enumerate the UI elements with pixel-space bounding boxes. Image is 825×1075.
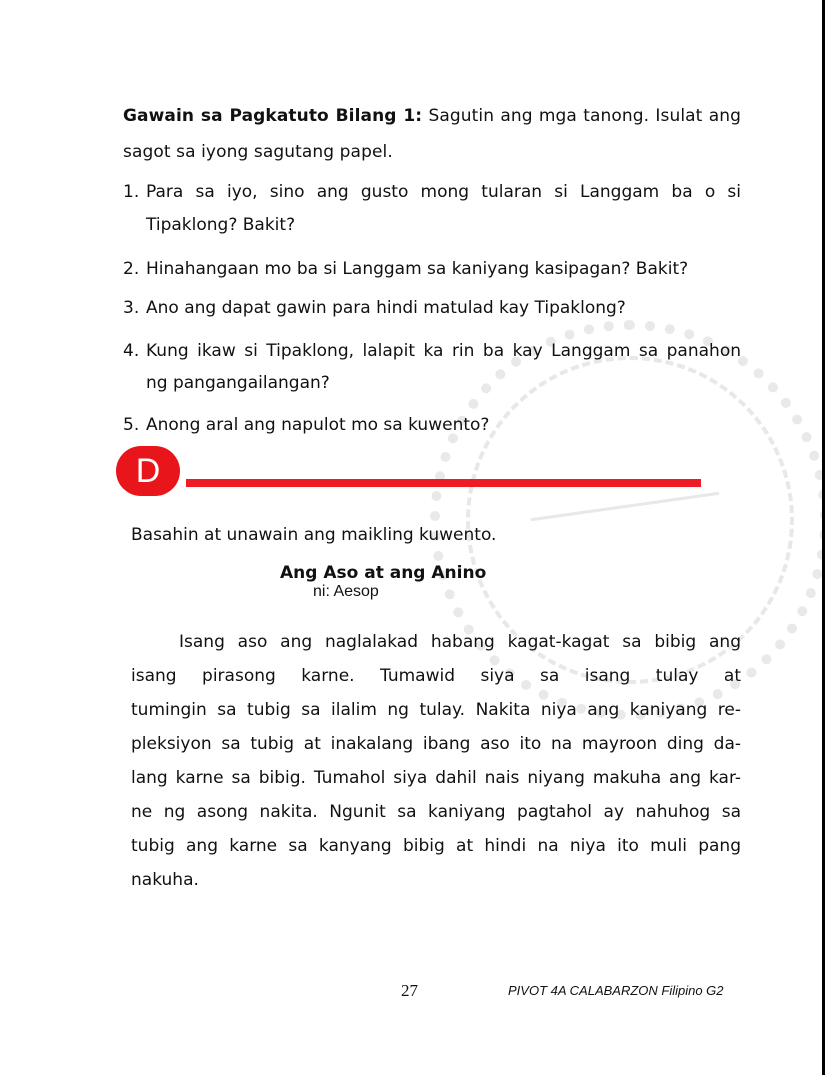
question-text: Kung ikaw si Tipaklong, lalapit ka rin ba kay Langgam sa panahon xyxy=(146,341,741,361)
activity-instruction-cont: sagot sa iyong sagutang papel. xyxy=(123,142,393,162)
reading-instruction: Basahin at unawain ang maikling kuwento. xyxy=(131,525,497,545)
page-number: 27 xyxy=(401,981,418,1000)
story-line: Isang aso ang naglalakad habang kagat-kagat sa bibig ang xyxy=(179,632,741,652)
story-line: tubig ang karne sa kanyang bibig at hindi na niya ito muli pang xyxy=(131,836,741,856)
question-number: 2. xyxy=(123,259,140,279)
question-number: 3. xyxy=(123,298,140,318)
story-line: tumingin sa tubig sa ilalim ng tulay. Nakita niya ang kaniyang re- xyxy=(131,700,741,720)
story-author: ni: Aesop xyxy=(313,583,379,600)
question-4-cont: ng pangangailangan? xyxy=(146,373,330,393)
story-line: pleksiyon sa tubig at inakalang ibang aso ito na mayroon ding da- xyxy=(131,734,741,754)
story-body xyxy=(131,625,741,897)
activity-instruction: Sagutin ang mga tanong. Isulat ang xyxy=(428,106,741,126)
question-text: Hinahangaan mo ba si Langgam sa kaniyang kasipagan? Bakit? xyxy=(146,259,689,279)
activity-heading xyxy=(123,106,741,126)
question-number: 4. xyxy=(123,341,140,361)
question-number: 1. xyxy=(123,182,140,202)
section-divider xyxy=(186,479,701,487)
question-text: Ano ang dapat gawin para hindi matulad kay Tipaklong? xyxy=(146,298,626,318)
story-title: Ang Aso at ang Anino xyxy=(280,563,487,583)
question-text: Anong aral ang napulot mo sa kuwento? xyxy=(146,415,490,435)
story-line: nakuha. xyxy=(131,870,199,890)
question-1-cont: Tipaklong? Bakit? xyxy=(146,215,296,235)
footer-title: PIVOT 4A CALABARZON Filipino G2 xyxy=(508,983,724,998)
story-line: ne ng asong nakita. Ngunit sa kaniyang pagtahol ay nahuhog sa xyxy=(131,802,741,822)
section-badge: D xyxy=(116,446,180,496)
activity-label: Gawain sa Pagkatuto Bilang 1: xyxy=(123,106,423,126)
story-line: lang karne sa bibig. Tumahol siya dahil nais niyang makuha ang kar- xyxy=(131,768,741,788)
story-line: isang pirasong karne. Tumawid siya sa isang tulay at xyxy=(131,666,741,686)
question-text: Para sa iyo, sino ang gusto mong tularan si Langgam ba o si xyxy=(146,182,741,202)
question-number: 5. xyxy=(123,415,140,435)
